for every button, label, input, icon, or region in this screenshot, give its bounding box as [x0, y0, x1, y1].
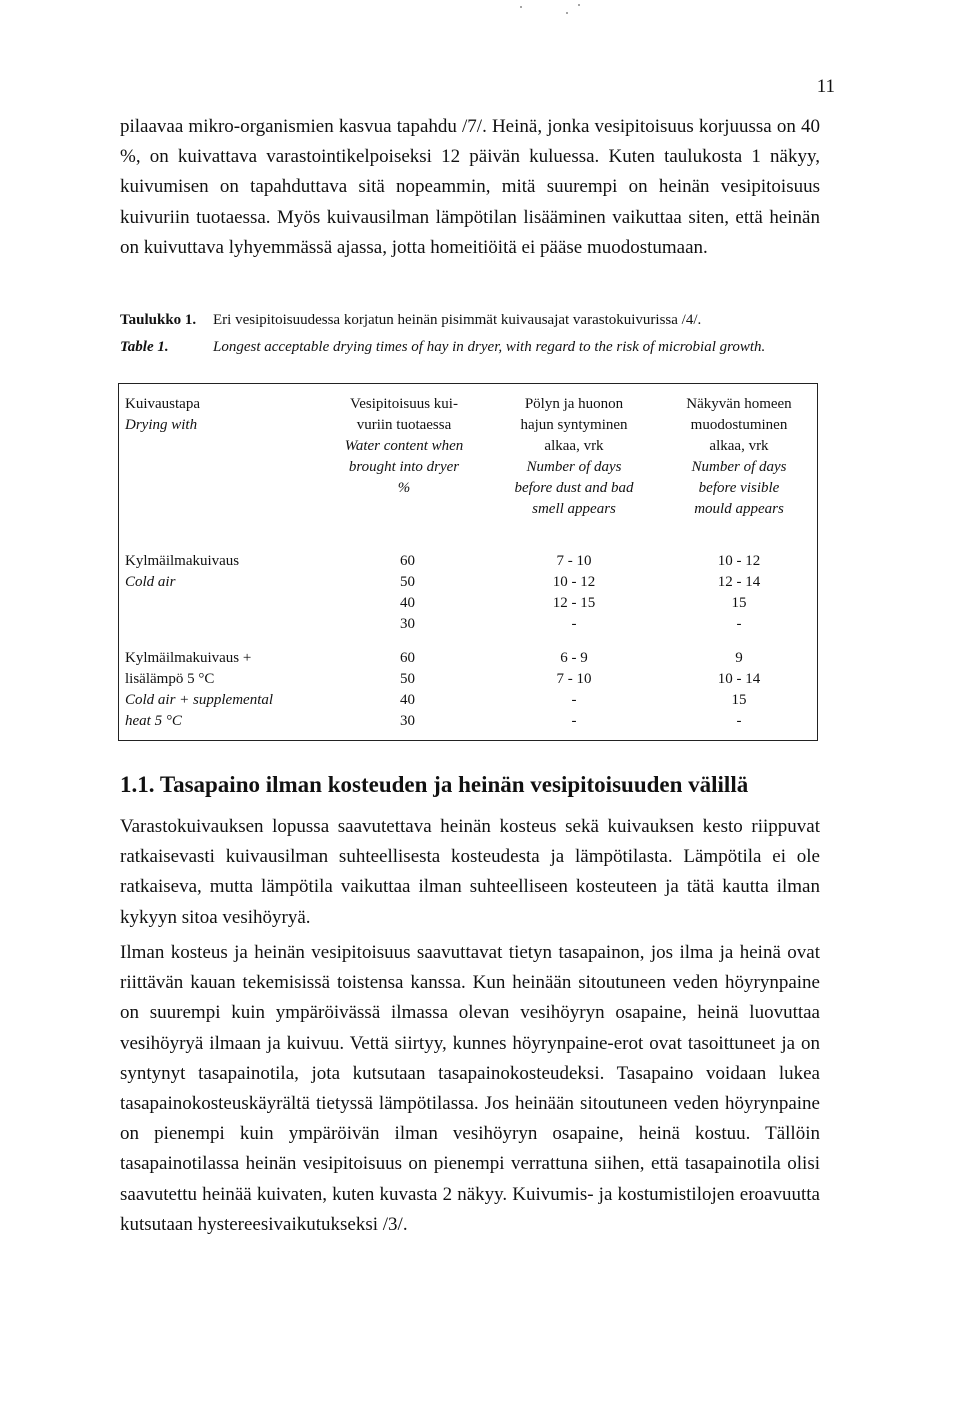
header-line: Näkyvän homeen — [686, 396, 792, 412]
water-value: 50 — [400, 671, 415, 687]
header-line: muodostuminen — [690, 417, 788, 433]
mould-value: 15 — [731, 692, 747, 708]
header-line: alkaa, vrk — [709, 438, 769, 454]
mould-column-group-2 — [689, 648, 789, 732]
caption-text: Longest acceptable drying times of hay in dryer, with regard to the risk of microbial growth. — [213, 339, 766, 355]
header-method — [125, 394, 325, 436]
mould-value: 12 - 14 — [717, 574, 761, 590]
header-line: Number of days — [526, 459, 622, 475]
mould-value: 10 - 12 — [717, 553, 761, 569]
group-label-line: Kylmäilmakuivaus + — [125, 650, 252, 666]
dust-value: - — [571, 713, 577, 729]
mould-value: 9 — [735, 650, 743, 666]
water-column-group-1 — [400, 551, 440, 635]
caption-label: Table 1. — [120, 339, 169, 355]
group-label-cold-air — [125, 551, 325, 593]
water-value: 40 — [400, 692, 415, 708]
drying-times-table — [118, 383, 818, 741]
water-value: 60 — [400, 553, 415, 569]
caption-label: Taulukko 1. — [120, 312, 197, 328]
header-water-content — [324, 394, 484, 499]
caption-text: Eri vesipitoisuudessa korjatun heinän pisimmät kuivausajat varastokuivurissa /4/. — [213, 312, 702, 328]
mould-value: - — [736, 616, 742, 632]
group-label-line: Cold air — [125, 574, 176, 590]
section-heading: 1.1. Tasapaino ilman kosteuden ja heinän vesipitoisuuden välillä — [120, 772, 749, 797]
water-value: 50 — [400, 574, 415, 590]
header-line: Kuivaustapa — [125, 396, 200, 412]
header-line: Vesipitoisuus kui- — [350, 396, 458, 412]
group-label-line: Kylmäilmakuivaus — [125, 553, 240, 569]
header-line: Drying with — [125, 417, 198, 433]
water-value: 60 — [400, 650, 415, 666]
page-number: 11 — [816, 76, 835, 97]
scan-speck — [566, 12, 568, 14]
header-line: mould appears — [694, 501, 784, 517]
mould-value: 15 — [731, 595, 747, 611]
water-value: 30 — [400, 616, 415, 632]
group-label-line: lisälämpö 5 °C — [125, 671, 215, 687]
water-value: 40 — [400, 595, 415, 611]
group-label-line: Cold air + supplemental — [125, 692, 274, 708]
body-paragraph: pilaavaa mikro-organismien kasvua tapahdu /7/. Heinä, jonka vesipitoisuus korjuussa on 40 %, on kuivattava varastointikelpoiseksi 12 päivän kuluessa. Kuten taulukosta 1 näkyy, kuivumisen on tapahduttava sitä nopeammin, mitä suurempi on heinän vesipitoisuus kuivuriin tuotaessa. Myös kuivausilman lämpötilan lisääminen vaikuttaa siten, että heinän on kuivuttava lyhyemmässä ajassa, jotta homeitiöitä ei pääse muodostumaan. — [120, 116, 820, 258]
dust-value: 6 - 9 — [560, 650, 588, 666]
mould-value: 10 - 14 — [717, 671, 761, 687]
water-value: 30 — [400, 713, 415, 729]
header-line: Number of days — [691, 459, 787, 475]
header-line: hajun syntyminen — [520, 417, 628, 433]
dust-value: 10 - 12 — [552, 574, 596, 590]
dust-column-group-1 — [524, 551, 624, 635]
body-paragraph: Ilman kosteus ja heinän vesipitoisuus saavuttavat tietyn tasapainon, jos ilma ja heinä ovat riittävän kauan tekemisissä toistensa kanssa. Kun heinään sitoutuneen veden höyrynpaine on suurempi kuin ympäröivässä ilmassa olevan vesihöyryn osapaine, heinä luovuttaa vesihöyryä ilmaan ja kuivuu. Vettä siirtyy, kunnes höyrynpaine-erot ovat tasoittuneet ja on syntynyt tasapainotila, jota kutsutaan tasapainokosteudeksi. Tasapaino voidaan lukea tasapainokosteuskäyrältä tietyssä lämpötilassa. Jos heinään sitoutuneen veden höyrynpaine on pienempi kuin ympäröivän ilman vesihöyryn osapaine, heinä kostuu. Tällöin tasapainotilassa heinän vesipitoisuus on pienempi verrattuna siihen, että tasapainotila olisi saavutettu heinää kuivaten, kuten kuvasta 2 näkyy. Kuivumis- ja kostumistilojen eroavuutta kutsutaan hystereesivaikutukseksi /3/. — [120, 942, 820, 1235]
water-column-group-2 — [400, 648, 440, 732]
dust-value: - — [571, 616, 577, 632]
header-line: vuriin tuotaessa — [356, 417, 452, 433]
mould-column-group-1 — [689, 551, 789, 635]
header-line: before dust and bad — [514, 480, 634, 496]
body-paragraph: Varastokuivauksen lopussa saavutettava heinän kosteus sekä kuivauksen kesto riippuvat ratkaisevasti kuivausilman suhteellisesta kosteudesta ja lämpötilasta. Lämpötila ei ole ratkaiseva, mutta lämpötila vaikuttaa ilman suhteelliseen kosteuteen ja tätä kautta ilman kykyyn sitoa vesihöyryä. — [120, 816, 820, 928]
group-label-line: heat 5 °C — [125, 713, 182, 729]
header-dust-days — [489, 394, 659, 520]
table-caption-finnish — [120, 311, 840, 330]
dust-value: 7 - 10 — [556, 553, 592, 569]
scan-speck — [578, 4, 580, 6]
header-line: Water content when — [344, 438, 464, 454]
group-label-supplemental-heat — [125, 648, 345, 732]
header-line: brought into dryer — [348, 459, 460, 475]
header-line: alkaa, vrk — [544, 438, 604, 454]
table-caption-english — [120, 338, 840, 357]
dust-value: 12 - 15 — [552, 595, 596, 611]
dust-value: - — [571, 692, 577, 708]
header-line: smell appears — [532, 501, 616, 517]
scan-speck — [520, 6, 522, 8]
header-line: % — [397, 480, 411, 496]
mould-value: - — [736, 713, 742, 729]
header-line: Pölyn ja huonon — [524, 396, 624, 412]
dust-column-group-2 — [524, 648, 624, 732]
header-mould-days — [654, 394, 824, 520]
dust-value: 7 - 10 — [556, 671, 592, 687]
header-line: before visible — [698, 480, 780, 496]
